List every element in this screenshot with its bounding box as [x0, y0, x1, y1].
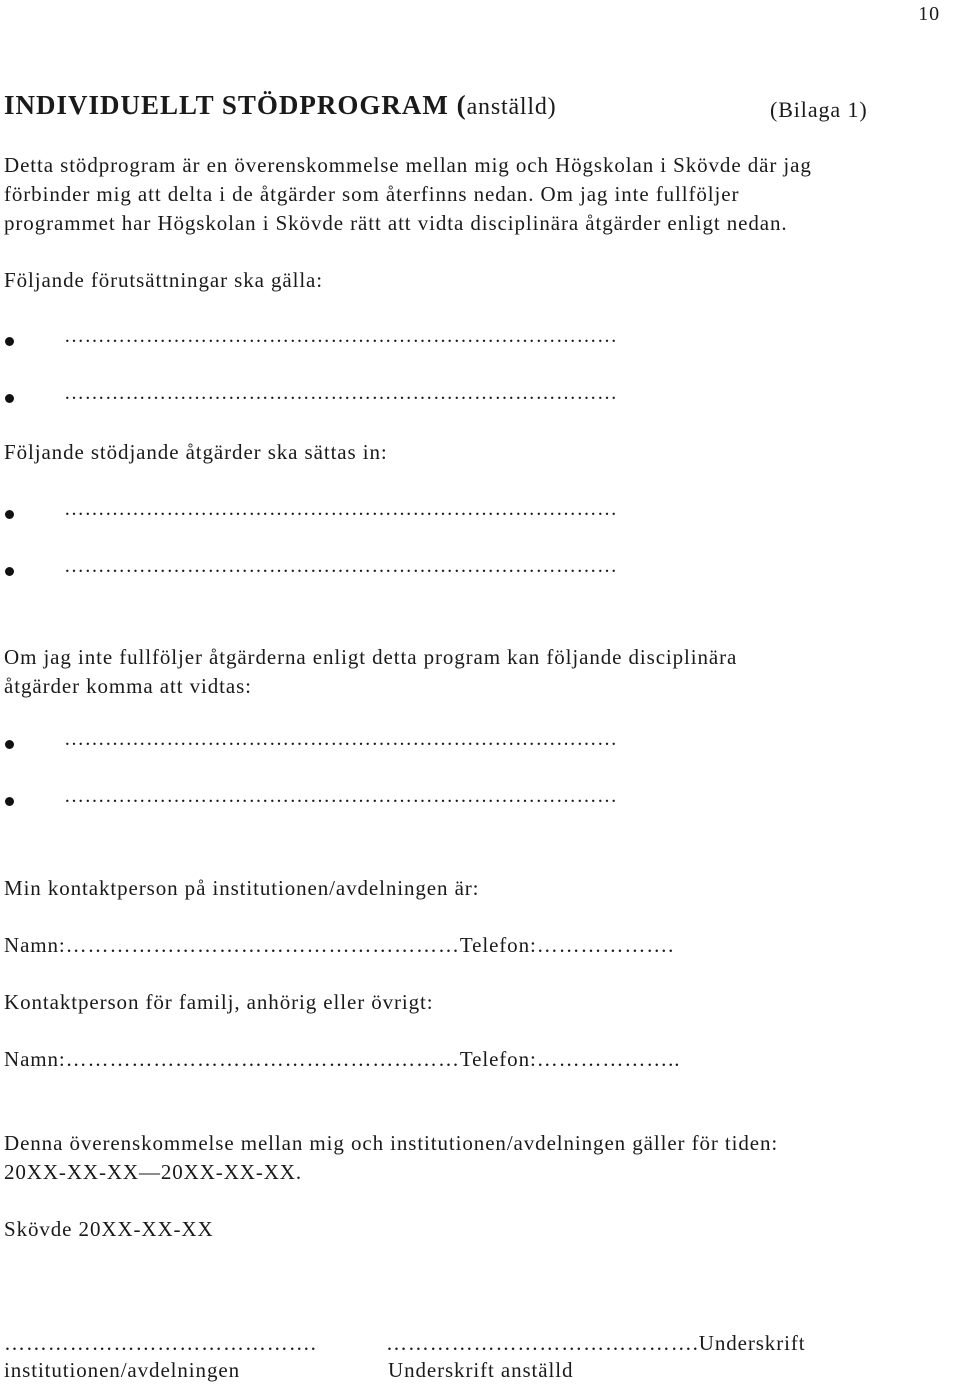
- intro-line-2: förbinder mig att delta i de åtgärder som återfinns nedan. Om jag inte fullföljer: [4, 182, 740, 206]
- support-item-2: ………………………………………………………………………: [64, 555, 618, 577]
- appendix-label: (Bilaga 1): [770, 97, 868, 122]
- validity-line-1: Denna överenskommelse mellan mig och institutionen/avdelningen gäller för tiden:: [4, 1131, 779, 1155]
- bullet-icon: [5, 740, 14, 749]
- support-item-1: ………………………………………………………………………: [64, 498, 618, 520]
- bullet-icon: [5, 510, 14, 519]
- contact-name-line: Namn:………………………………………………Telefon:……………….: [4, 933, 675, 957]
- bullet-icon: [5, 394, 14, 403]
- title-sub: anställd): [466, 94, 557, 120]
- place-date: Skövde 20XX-XX-XX: [4, 1217, 214, 1241]
- intro-line-3: programmet har Högskolan i Skövde rätt att vidta disciplinära åtgärder enligt nedan.: [4, 211, 788, 235]
- contact-heading: Min kontaktperson på institutionen/avdelningen är:: [4, 876, 480, 900]
- validity-line-2: 20XX-XX-XX—20XX-XX-XX.: [4, 1160, 303, 1184]
- intro-line-1: Detta stödprogram är en överenskommelse mellan mig och Högskolan i Skövde där jag: [4, 153, 812, 177]
- signature-line-left: …………………………………….: [4, 1331, 317, 1355]
- conditions-item-2: ………………………………………………………………………: [64, 382, 618, 404]
- bullet-icon: [5, 337, 14, 346]
- conditions-heading: Följande förutsättningar ska gälla:: [4, 268, 324, 292]
- document-title: [4, 90, 556, 121]
- discipline-item-2: ………………………………………………………………………: [64, 785, 618, 807]
- family-contact-name-line: Namn:………………………………………………Telefon:………………..: [4, 1047, 681, 1071]
- discipline-item-1: ………………………………………………………………………: [64, 728, 618, 750]
- conditions-item-1: ………………………………………………………………………: [64, 325, 618, 347]
- page-number: 10: [918, 3, 940, 25]
- discipline-line-2: åtgärder komma att vidtas:: [4, 674, 252, 698]
- family-contact-heading: Kontaktperson för familj, anhörig eller övrigt:: [4, 990, 434, 1014]
- title-main: INDIVIDUELLT STÖDPROGRAM (: [4, 90, 467, 120]
- discipline-line-1: Om jag inte fullföljer åtgärderna enligt detta program kan följande disciplinära: [4, 645, 738, 669]
- support-heading: Följande stödjande åtgärder ska sättas in:: [4, 440, 388, 464]
- bullet-icon: [5, 797, 14, 806]
- signature-line-right: …………………………………….Underskrift: [386, 1331, 806, 1355]
- signature-label-right: Underskrift anställd: [388, 1358, 574, 1382]
- bullet-icon: [5, 567, 14, 576]
- signature-label-left: institutionen/avdelningen: [4, 1358, 240, 1382]
